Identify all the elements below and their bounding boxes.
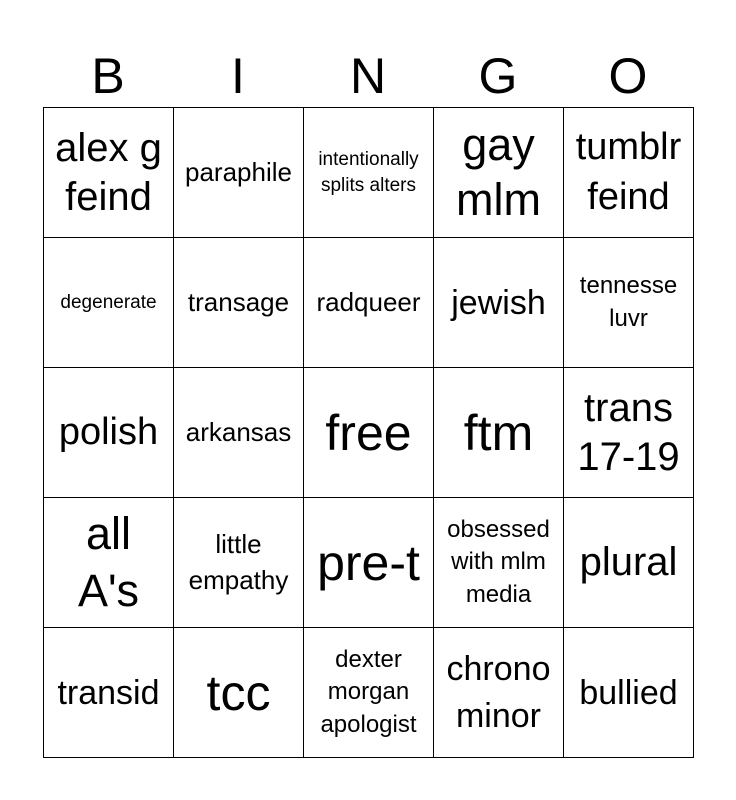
cell-label: tumblr feind <box>575 126 682 218</box>
header-letter-g: G <box>478 48 518 104</box>
bingo-cell-r4c4[interactable] <box>434 498 564 628</box>
cell-label: jewish <box>451 283 546 322</box>
bingo-cell-r1c4[interactable] <box>434 108 564 238</box>
bingo-cell-r1c3[interactable] <box>304 108 434 238</box>
cell-label: tennesse luvr <box>579 272 678 332</box>
cell-label: dexter morgan apologist <box>320 645 417 738</box>
cell-label: chrono minor <box>446 649 551 735</box>
cell-label: transage <box>187 286 290 317</box>
cell-label: ftm <box>463 404 534 461</box>
cell-label: paraphile <box>185 156 292 187</box>
header-letter-o: O <box>608 48 648 104</box>
bingo-cell-r1c2[interactable] <box>174 108 304 238</box>
bingo-cell-r3c5[interactable] <box>564 368 694 498</box>
bingo-cell-r2c1[interactable] <box>44 238 174 368</box>
bingo-cell-r4c3[interactable] <box>304 498 434 628</box>
bingo-cell-r3c4[interactable] <box>434 368 564 498</box>
cell-label: obsessed with mlm media <box>447 515 550 608</box>
cell-label: alex g feind <box>55 125 162 219</box>
bingo-cell-r2c5[interactable] <box>564 238 694 368</box>
bingo-header <box>43 44 693 108</box>
cell-label: free <box>325 404 412 461</box>
bingo-cell-r2c2[interactable] <box>174 238 304 368</box>
cell-label: plural <box>579 540 678 585</box>
cell-label: intentionally splits alters <box>318 148 419 196</box>
cell-label: all A's <box>77 508 140 616</box>
bingo-cell-r5c2[interactable] <box>174 628 304 758</box>
bingo-cell-r2c3[interactable] <box>304 238 434 368</box>
cell-label: transid <box>57 673 160 712</box>
cell-label: little empathy <box>188 528 289 595</box>
header-letter-b: B <box>91 48 125 104</box>
bingo-cell-r4c1[interactable] <box>44 498 174 628</box>
bingo-cell-r3c2[interactable] <box>174 368 304 498</box>
cell-label: gay mlm <box>456 118 541 225</box>
cell-label: bullied <box>579 673 678 712</box>
cell-label: degenerate <box>60 291 157 313</box>
bingo-cell-r4c5[interactable] <box>564 498 694 628</box>
bingo-cell-r5c3[interactable] <box>304 628 434 758</box>
bingo-cell-r3c1[interactable] <box>44 368 174 498</box>
cell-label: trans 17-19 <box>577 385 680 479</box>
bingo-cell-r5c4[interactable] <box>434 628 564 758</box>
cell-label: arkansas <box>185 416 292 447</box>
bingo-board <box>43 107 694 758</box>
cell-label: pre-t <box>317 534 420 591</box>
cell-label: polish <box>58 410 159 453</box>
cell-label: tcc <box>206 664 271 721</box>
bingo-cell-r4c2[interactable] <box>174 498 304 628</box>
header-letter-i: I <box>231 48 245 104</box>
bingo-cell-r1c5[interactable] <box>564 108 694 238</box>
header-letter-n: N <box>349 48 387 104</box>
bingo-cell-r5c5[interactable] <box>564 628 694 758</box>
bingo-cell-r1c1[interactable] <box>44 108 174 238</box>
bingo-cell-r2c4[interactable] <box>434 238 564 368</box>
bingo-cell-r5c1[interactable] <box>44 628 174 758</box>
bingo-cell-r3c3[interactable] <box>304 368 434 498</box>
cell-label: radqueer <box>316 286 421 317</box>
